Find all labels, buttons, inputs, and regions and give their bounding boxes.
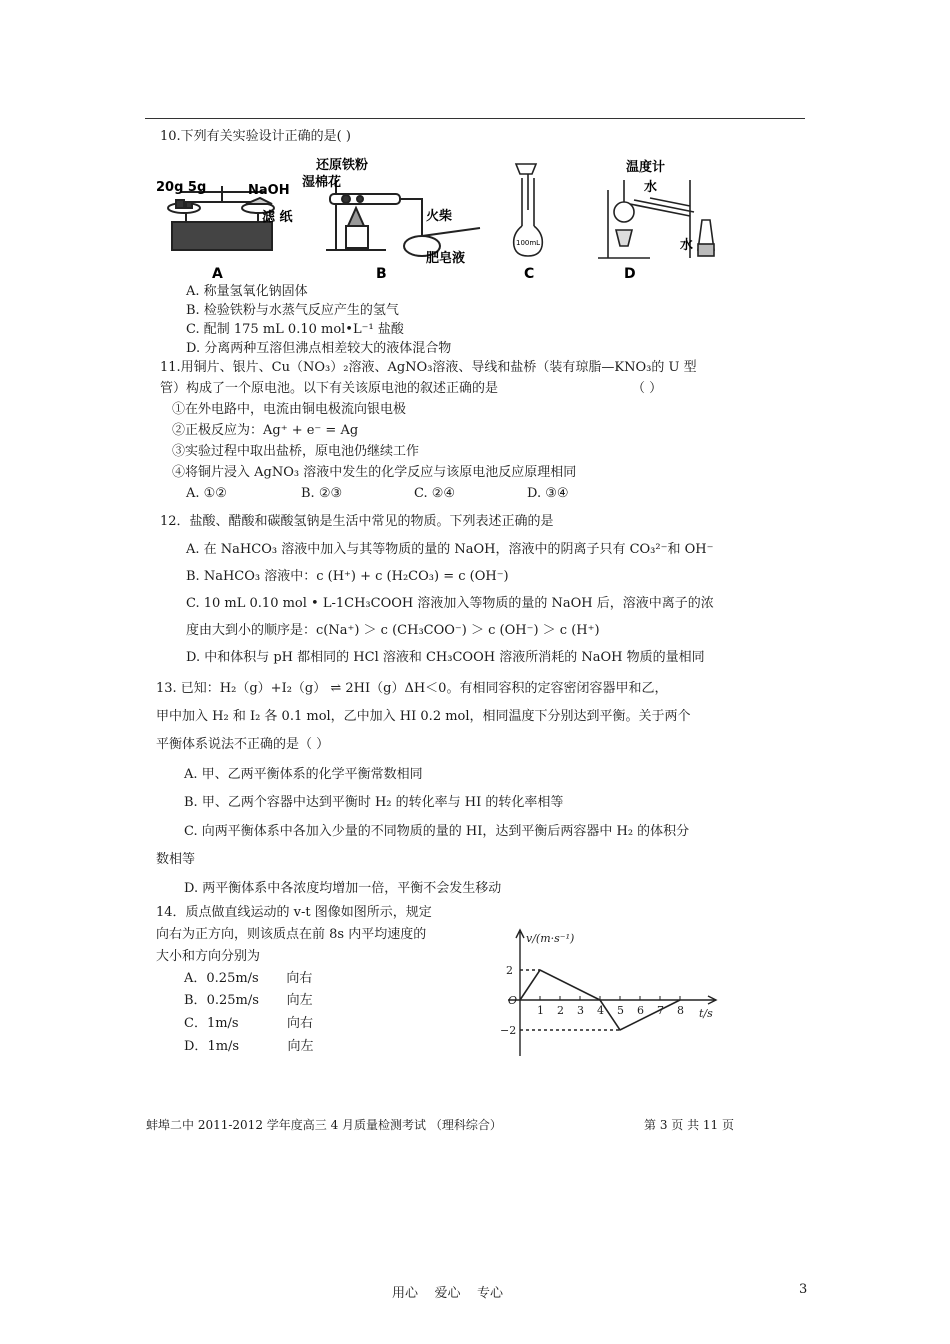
q14-option-a-direction: 向右 [286, 971, 313, 986]
q12-option-a: A. 在 NaHCO₃ 溶液中加入与其等物质的量的 NaOH，溶液中的阴离子只有 CO₃²⁻和 OH⁻ [186, 542, 714, 557]
q14-option-a-value: 0.25m/s [206, 971, 259, 986]
q14-xtick-1: 1 [537, 1004, 544, 1017]
q14-option-a-letter: A． [184, 971, 207, 986]
q10-label-a: A [212, 266, 223, 282]
q11-option-c: C. ②④ [414, 486, 456, 501]
q14-y-label: v/(m·s⁻¹) [526, 932, 575, 945]
q11-stem-line1: 11.用铜片、银片、Cu（NO₃）₂溶液、AgNO₃溶液、导线和盐桥（装有琼脂—KNO₃的 U 型 [160, 360, 697, 375]
q11-stem-line2: 管）构成了一个原电池。以下有关该原电池的叙述正确的是 [160, 381, 499, 396]
q10-apparatus-figure [150, 150, 750, 285]
q14-xtick-4: 4 [597, 1004, 604, 1017]
q10-d-water2: 水 [680, 238, 694, 253]
q10-b-match: 火柴 [426, 209, 453, 224]
q10-c-vol: 100mL [516, 239, 541, 247]
q10-b-soap: 肥皂液 [426, 251, 466, 266]
q10-d-water1: 水 [644, 180, 658, 195]
q14-xtick-2: 2 [557, 1004, 564, 1017]
q10-stem: 10.下列有关实验设计正确的是( ) [160, 129, 351, 144]
q14-xtick-5: 5 [617, 1004, 624, 1017]
q14-option-c-letter: C． [184, 1016, 207, 1031]
q14-option-d [184, 1037, 313, 1057]
q14-stem-line3: 大小和方向分别为 [156, 949, 261, 964]
q11-item-4: ④将铜片浸入 AgNO₃ 溶液中发生的化学反应与该原电池反应原理相同 [172, 465, 577, 480]
q14-stem-line1: 14．质点做直线运动的 v-t 图像如图所示，规定 [156, 905, 432, 920]
q10-option-c: C. 配制 175 mL 0.10 mol•L⁻¹ 盐酸 [186, 322, 404, 337]
q11-item-1: ①在外电路中，电流由铜电极流向银电极 [172, 402, 407, 417]
header-rule [145, 118, 805, 119]
q10-a-paper: 滤 纸 [262, 210, 293, 225]
exam-footer-page: 第 3 页 共 11 页 [644, 1118, 734, 1132]
q14-origin: O [508, 994, 518, 1007]
q14-xtick-6: 6 [637, 1004, 644, 1017]
q11-option-a: A. ①② [186, 486, 227, 501]
q14-vt-graph [478, 918, 730, 1066]
q10-d-thermo: 温度计 [626, 160, 666, 175]
q10-option-d: D. 分离两种互溶但沸点相差较大的液体混合物 [186, 341, 452, 356]
q14-xtick-7: 7 [657, 1004, 664, 1017]
q10-label-d: D [624, 266, 636, 282]
q10-a-naoh: NaOH [248, 183, 290, 198]
q13-option-c-line1: C. 向两平衡体系中各加入少量的不同物质的量的 HI，达到平衡后两容器中 H₂ 的体积分 [184, 824, 690, 839]
q14-option-c-value: 1m/s [206, 1016, 239, 1031]
page-motto: 用心 爱心 专心 [392, 1286, 504, 1301]
q14-ytick-pos: 2 [506, 964, 513, 977]
q13-stem-line2: 甲中加入 H₂ 和 I₂ 各 0.1 mol，乙中加入 HI 0.2 mol，相同温度下分别达到平衡。关于两个 [156, 709, 691, 724]
q10-label-c: C [524, 266, 535, 282]
q14-x-label: t/s [699, 1007, 713, 1020]
q12-stem: 12．盐酸、醋酸和碳酸氢钠是生活中常见的物质。下列表述正确的是 [160, 514, 554, 529]
q14-option-c [184, 1014, 313, 1034]
q10-option-a: A. 称量氢氧化钠固体 [186, 284, 308, 299]
q10-label-b: B [376, 266, 387, 282]
q14-ytick-neg: −2 [500, 1024, 517, 1037]
q12-option-d: D. 中和体积与 pH 都相同的 HCl 溶液和 CH₃COOH 溶液所消耗的 NaOH 物质的量相同 [186, 650, 705, 665]
page-number: 3 [799, 1282, 808, 1297]
q13-option-b: B. 甲、乙两个容器中达到平衡时 H₂ 的转化率与 HI 的转化率相等 [184, 795, 564, 810]
q10-b-cotton: 湿棉花 [302, 175, 342, 190]
q11-option-b: B. ②③ [301, 486, 343, 501]
q14-option-d-letter: D． [184, 1039, 208, 1054]
q13-option-c-line2: 数相等 [156, 852, 196, 867]
q12-option-c-line1: C. 10 mL 0.10 mol • L-1CH₃COOH 溶液加入等物质的量的 NaOH 后，溶液中离子的浓 [186, 596, 714, 611]
q12-option-b: B. NaHCO₃ 溶液中：c (H⁺) + c (H₂CO₃) = c (OH⁻) [186, 569, 509, 584]
q13-stem-line1: 13. 已知：H₂（g）+I₂（g） ⇌ 2HI（g）ΔH＜0。有相同容积的定容密闭容器甲和乙， [156, 681, 668, 696]
q14-option-a [184, 969, 312, 989]
q14-xtick-3: 3 [577, 1004, 584, 1017]
q11-item-2: ②正极反应为：Ag⁺ + e⁻ = Ag [172, 423, 359, 438]
q11-answer-blank: （ ） [632, 381, 663, 396]
q14-option-b-direction: 向左 [286, 993, 313, 1008]
q13-option-a: A. 甲、乙两平衡体系的化学平衡常数相同 [184, 767, 423, 782]
q13-option-d: D. 两平衡体系中各浓度均增加一倍，平衡不会发生移动 [184, 881, 502, 896]
q13-stem-line3: 平衡体系说法不正确的是（ ） [156, 737, 330, 752]
exam-footer-title: 蚌埠二中 2011-2012 学年度高三 4 月质量检测考试 （理科综合） [146, 1118, 502, 1132]
q14-option-b [184, 991, 313, 1011]
q11-item-3: ③实验过程中取出盐桥，原电池仍继续工作 [172, 444, 420, 459]
q14-stem-line2: 向右为正方向，则该质点在前 8s 内平均速度的 [156, 927, 427, 942]
iron-steam-apparatus-icon [326, 180, 480, 256]
q10-b-iron: 还原铁粉 [316, 158, 369, 173]
q12-option-c-line2: 度由大到小的顺序是：c(Na⁺) ＞ c (CH₃COO⁻) ＞ c (OH⁻) ＞ c (H⁺) [186, 623, 600, 638]
q14-option-b-letter: B． [184, 993, 207, 1008]
q11-option-d: D. ③④ [527, 486, 569, 501]
q14-option-b-value: 0.25m/s [206, 993, 259, 1008]
q14-option-d-value: 1m/s [207, 1039, 240, 1054]
q14-option-c-direction: 向右 [286, 1016, 313, 1031]
q14-option-d-direction: 向左 [287, 1039, 314, 1054]
q10-option-b: B. 检验铁粉与水蒸气反应产生的氢气 [186, 303, 399, 318]
q10-a-weights: 20g 5g [156, 180, 207, 195]
q14-xtick-8: 8 [677, 1004, 684, 1017]
